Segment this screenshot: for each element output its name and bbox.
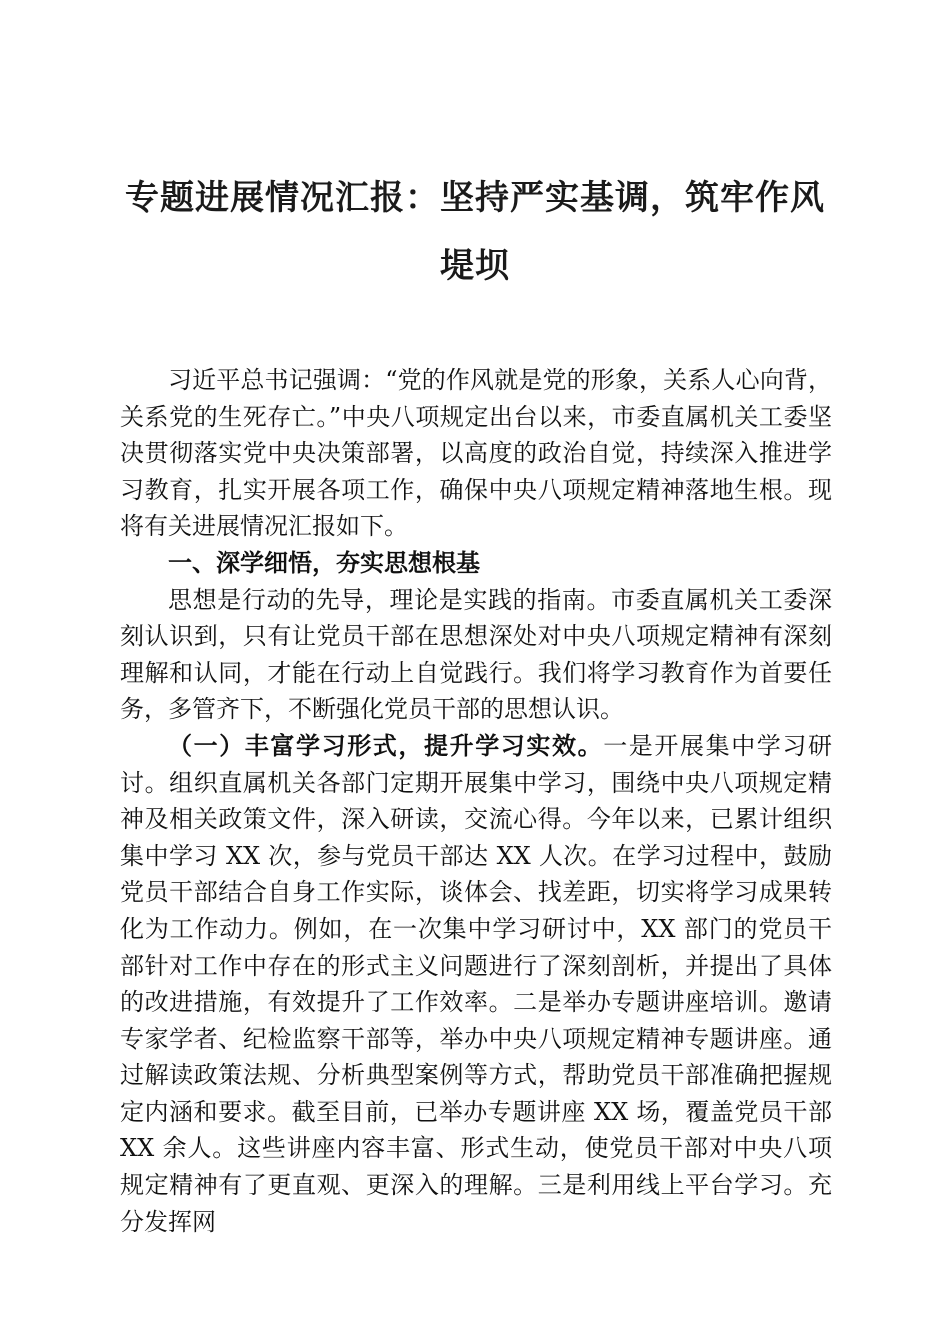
document-title-line1: 专题进展情况汇报：坚持严实基调，筑牢作风	[125, 178, 825, 218]
subsection1-body: 一是开展集中学习研讨。组织直属机关各部门定期开展集中学习，围绕中央八项规定精神及相关政策文件，深入研读，交流心得。今年以来，已累计组织集中学习 XX 次，参与党员干部达 XX 人次。在学习过程中，鼓励党员干部结合自身工作实际，谈体会、找差距，切实将学习成果转化为工作动力。例如，在一次集中学习研讨中，XX 部门的党员干部针对工作中存在的形式主义问题进行了深刻剖析，并提出了具体的改进措施，有效提升了工作效率。二是举办专题讲座培训。邀请专家学者、纪检监察干部等，举办中央八项规定精神专题讲座。通过解读政策法规、分析典型案例等方式，帮助党员干部准确把握规定内涵和要求。截至目前，已举办专题讲座 XX 场，覆盖党员干部 XX 余人。这些讲座内容丰富、形式生动，使党员干部对中央八项规定精神有了更直观、更深入的理解。三是利用线上平台学习。充分发挥网	[120, 731, 833, 1236]
section1-paragraph: 思想是行动的先导，理论是实践的指南。市委直属机关工委深刻认识到，只有让党员干部在思想深处对中央八项规定精神有深刻理解和认同，才能在行动上自觉践行。我们将学习教育作为首要任务，多管齐下，不断强化党员干部的思想认识。	[120, 585, 832, 724]
subsection1-heading: （一）丰富学习形式，提升学习实效。	[168, 730, 604, 760]
subsection1-paragraph	[120, 728, 832, 1240]
section1-heading: 一、深学细悟，夯实思想根基	[168, 548, 480, 577]
document-title-line2: 堤坝	[440, 246, 510, 286]
document-body	[120, 362, 832, 1240]
intro-paragraph: 习近平总书记强调：“党的作风就是党的形象，关系人心向背，关系党的生死存亡。”中央八项规定出台以来，市委直属机关工委坚决贯彻落实党中央决策部署，以高度的政治自觉，持续深入推进学习教育，扎实开展各项工作，确保中央八项规定精神落地生根。现将有关进展情况汇报如下。	[120, 366, 832, 541]
